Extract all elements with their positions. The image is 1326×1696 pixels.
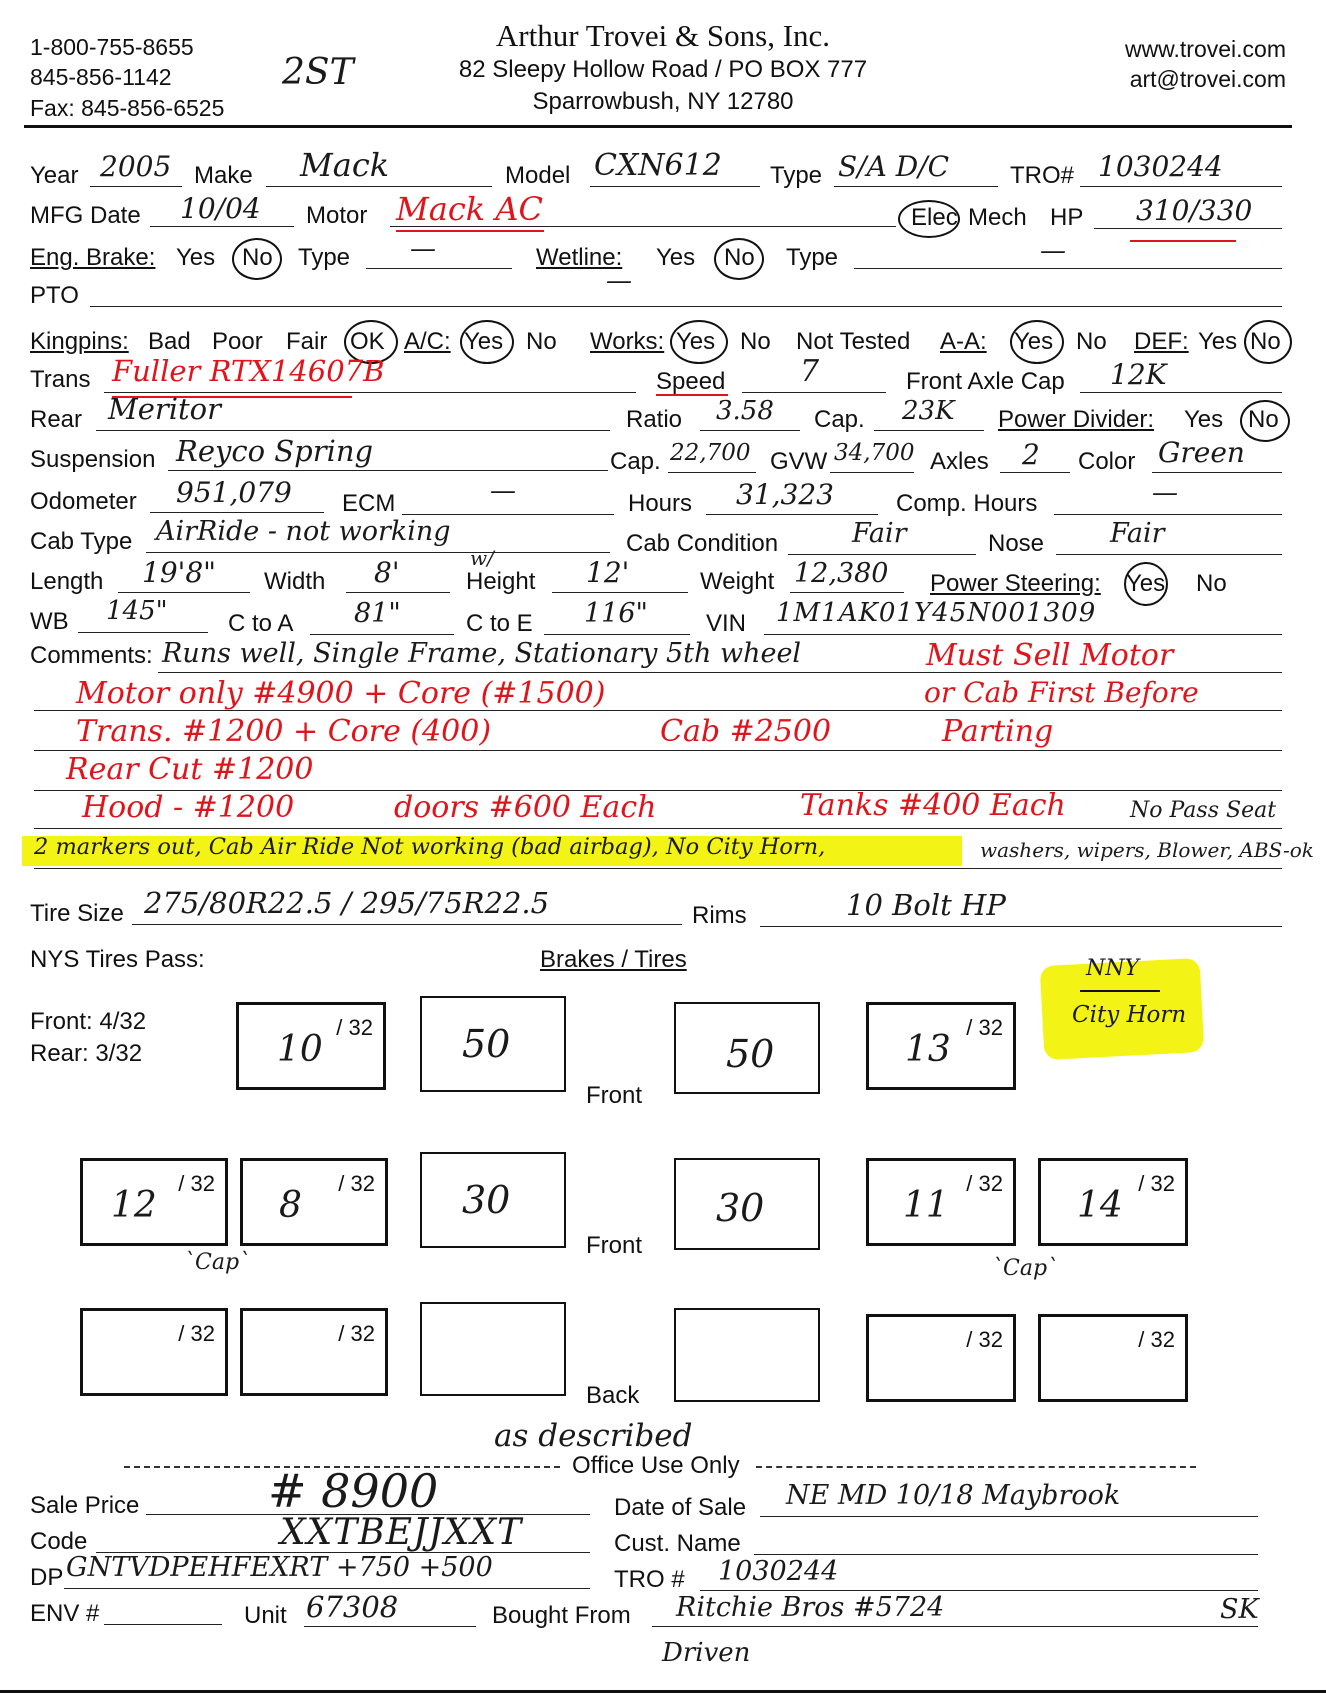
brake-box-drive-right[interactable] [674, 1158, 820, 1250]
comment-line-6b: washers, wipers, Blower, ABS-ok [980, 838, 1314, 862]
value-cab-type[interactable]: AirRide - not working [156, 516, 451, 547]
option-wetline-yes[interactable]: Yes [656, 244, 696, 271]
value-wb[interactable]: 145" [106, 596, 168, 626]
option-ac-yes[interactable]: Yes [464, 328, 504, 355]
label-cab-type: Cab Type [30, 528, 133, 555]
label-ac: A/C: [404, 328, 451, 355]
comment-line-6a: 2 markers out, Cab Air Ride Not working (bad airbag), No City Horn, [34, 834, 826, 860]
as-described-note: as described [494, 1418, 693, 1454]
label-susp-cap: Cap. [610, 448, 661, 475]
header-rule [24, 125, 1292, 128]
value-date-of-sale[interactable]: NE MD 10/18 Maybrook [786, 1480, 1121, 1511]
company-name: Arthur Trovei & Sons, Inc. [495, 18, 831, 53]
comment-line-3b: Cab #2500 [660, 714, 832, 749]
label-type: Type [770, 162, 823, 189]
brake-value: 30 [716, 1186, 765, 1230]
value-cap[interactable]: 23K [902, 396, 955, 426]
brake-value: 30 [462, 1178, 511, 1222]
company-email[interactable]: art@trovei.com [1129, 66, 1286, 92]
value-length[interactable]: 19'8" [142, 556, 217, 589]
label-eng-brake: Eng. Brake: [30, 244, 156, 271]
value-wetline-type[interactable]: — [1040, 236, 1066, 266]
option-kingpins-bad[interactable]: Bad [148, 328, 191, 355]
label-power-steering: Power Steering: [930, 570, 1101, 597]
label-dp: DP [30, 1564, 64, 1591]
cap-note-left: `Cap` [184, 1250, 251, 1275]
option-power-divider-no[interactable]: No [1248, 406, 1279, 433]
tire-box-rear-left-inner[interactable]: / 32 [240, 1308, 388, 1396]
label-vin: VIN [706, 610, 747, 637]
label-tire-size: Tire Size [30, 900, 124, 927]
label-gvw: GVW [770, 448, 828, 475]
label-height: Height [466, 568, 536, 595]
label-trans: Trans [30, 366, 91, 393]
comment-line-4: Rear Cut #1200 [66, 752, 314, 787]
value-ecm[interactable]: — [490, 476, 516, 506]
label-kingpins: Kingpins: [30, 328, 129, 355]
label-rims: Rims [692, 902, 747, 929]
label-weight: Weight [700, 568, 775, 595]
option-ac-no[interactable]: No [526, 328, 557, 355]
cap-note-right: `Cap` [992, 1256, 1059, 1281]
label-cust-name: Cust. Name [614, 1530, 741, 1557]
value-make[interactable]: Mack [300, 146, 390, 184]
label-front-axle-2: Front [586, 1232, 643, 1259]
label-front-axle-1: Front [586, 1082, 643, 1109]
label-office-use-only: Office Use Only [572, 1452, 740, 1479]
handwritten-note-2st: 2ST [282, 52, 354, 93]
label-speed: Speed [656, 368, 726, 395]
label-color: Color [1078, 448, 1136, 475]
phone-local: 845-856-1142 [30, 64, 172, 90]
label-env: ENV # [30, 1600, 100, 1627]
comment-line-5c: Tanks #400 Each [800, 788, 1066, 823]
comment-line-5b: doors #600 Each [394, 790, 657, 825]
comment-line-5d: No Pass Seat [1130, 798, 1277, 823]
value-code[interactable]: XXTBEJJXXT [280, 1512, 523, 1553]
value-speed[interactable]: 7 [800, 354, 820, 389]
label-works: Works: [590, 328, 665, 355]
label-sale-price: Sale Price [30, 1492, 140, 1519]
value-model[interactable]: CXN612 [594, 148, 722, 183]
label-length: Length [30, 568, 104, 595]
tire-box-drive-right-inner[interactable]: / 32 11 [866, 1158, 1016, 1246]
value-type[interactable]: S/A D/C [838, 150, 950, 183]
option-eng-brake-yes[interactable]: Yes [176, 244, 216, 271]
fax-number: Fax: 845-856-6525 [30, 95, 225, 121]
value-width[interactable]: 8' [374, 556, 400, 589]
value-hp[interactable]: 310/330 [1136, 194, 1253, 227]
label-front-axle-cap: Front Axle Cap [906, 368, 1065, 395]
label-brakes-tires: Brakes / Tires [540, 946, 687, 973]
value-vin[interactable]: 1M1AK01Y45N001309 [776, 598, 1097, 628]
tire-value: 12 [111, 1185, 157, 1226]
label-mfg-date: MFG Date [30, 202, 141, 229]
label-axles: Axles [930, 448, 989, 475]
value-trans[interactable]: Fuller RTX14607B [112, 354, 385, 388]
label-date-of-sale: Date of Sale [614, 1494, 747, 1521]
tire-value: 10 [277, 1029, 323, 1070]
label-c-to-e: C to E [466, 610, 533, 637]
value-weight[interactable]: 12,380 [794, 558, 889, 589]
value-hours[interactable]: 31,323 [736, 478, 834, 511]
value-sale-price[interactable]: # 8900 [268, 1464, 439, 1518]
value-tire-size[interactable]: 275/80R22.5 / 295/75R22.5 [144, 886, 550, 920]
tire-box-rear-right-inner[interactable]: / 32 [866, 1314, 1016, 1402]
value-comp-hours[interactable]: — [1152, 478, 1178, 508]
bottom-border [0, 1690, 1326, 1693]
label-hours: Hours [628, 490, 693, 517]
label-tro-hash: TRO # [614, 1566, 685, 1593]
value-bought-from[interactable]: Ritchie Bros #5724 [676, 1592, 945, 1623]
value-suspension[interactable]: Reyco Spring [176, 434, 374, 468]
value-susp-cap[interactable]: 22,700 [670, 440, 751, 466]
tire-value: 14 [1077, 1185, 1123, 1226]
tire-box-rear-right-outer[interactable]: / 32 [1038, 1314, 1188, 1402]
tire-value: 13 [905, 1029, 951, 1070]
label-ecm: ECM [342, 490, 396, 517]
label-rear: Rear [30, 406, 83, 433]
tire-box-drive-right-outer[interactable]: / 32 14 [1038, 1158, 1188, 1246]
company-address-1: 82 Sleepy Hollow Road / PO BOX 777 [458, 56, 868, 83]
label-width: Width [264, 568, 326, 595]
option-power-steering-no[interactable]: No [1196, 570, 1227, 597]
tire-box-front-left-outer[interactable]: / 32 10 [236, 1002, 386, 1090]
label-power-divider: Power Divider: [998, 406, 1155, 433]
company-address-2: Sparrowbush, NY 12780 [532, 88, 794, 115]
comment-line-2a: Motor only #4900 + Core (#1500) [76, 676, 606, 711]
brake-value: 50 [726, 1032, 775, 1076]
value-motor[interactable]: Mack AC [396, 190, 543, 228]
label-rear-requirement: Rear: 3/32 [30, 1040, 143, 1067]
label-wb: WB [30, 608, 69, 635]
value-dp[interactable]: GNTVDPEHFEXRT +750 +500 [66, 1552, 493, 1583]
value-front-axle-cap[interactable]: 12K [1110, 358, 1167, 391]
value-height[interactable]: 12' [586, 556, 630, 589]
value-office-tro[interactable]: 1030244 [718, 1556, 839, 1587]
label-ratio: Ratio [626, 406, 683, 433]
value-rear[interactable]: Meritor [108, 392, 221, 426]
value-nose[interactable]: Fair [1110, 518, 1165, 549]
label-year: Year [30, 162, 79, 189]
value-rims[interactable]: 10 Bolt HP [846, 888, 1006, 922]
tire-box-rear-left-outer[interactable]: / 32 [80, 1308, 228, 1396]
value-color[interactable]: Green [1158, 436, 1245, 469]
label-aa: A-A: [940, 328, 987, 355]
comment-line-5a: Hood - #1200 [82, 790, 295, 825]
option-aa-no[interactable]: No [1076, 328, 1107, 355]
label-pto: PTO [30, 282, 79, 309]
value-gvw[interactable]: 34,700 [834, 440, 915, 466]
value-driven-note: Driven [662, 1638, 751, 1668]
brake-box-front-left[interactable] [420, 996, 566, 1092]
value-tro[interactable]: 1030244 [1098, 150, 1223, 183]
option-def-yes[interactable]: Yes [1198, 328, 1238, 355]
label-comments: Comments: [30, 642, 153, 669]
value-c-to-a[interactable]: 81" [354, 598, 401, 629]
label-model: Model [505, 162, 571, 189]
tire-box-drive-left-inner[interactable]: / 32 8 [240, 1158, 388, 1246]
option-kingpins-fair[interactable]: Fair [286, 328, 328, 355]
option-power-divider-yes[interactable]: Yes [1184, 406, 1224, 433]
option-works-no[interactable]: No [740, 328, 771, 355]
value-axles[interactable]: 2 [1022, 438, 1040, 471]
label-bought-from: Bought From [492, 1602, 631, 1629]
label-eng-brake-type: Type [298, 244, 351, 271]
option-kingpins-ok[interactable]: OK [350, 328, 385, 355]
label-hp: HP [1050, 204, 1084, 231]
company-website[interactable]: www.trovei.com [1124, 36, 1286, 62]
label-comp-hours: Comp. Hours [896, 490, 1038, 517]
brake-value: 50 [462, 1022, 511, 1066]
comment-line-2c: or Cab First Before [924, 676, 1199, 709]
note-nny: NNY [1086, 956, 1140, 981]
label-cap: Cap. [814, 406, 865, 433]
value-year[interactable]: 2005 [100, 150, 172, 183]
label-front-requirement: Front: 4/32 [30, 1008, 147, 1035]
option-works-not-tested[interactable]: Not Tested [796, 328, 911, 355]
option-works-yes[interactable]: Yes [676, 328, 716, 355]
option-elec[interactable]: Elec [911, 204, 958, 231]
option-mech[interactable]: Mech [968, 204, 1027, 231]
value-ratio[interactable]: 3.58 [716, 396, 774, 426]
label-tro: TRO# [1010, 162, 1075, 189]
brake-box-front-right[interactable] [674, 1002, 820, 1094]
value-c-to-e[interactable]: 116" [584, 598, 648, 629]
value-pto[interactable]: — [606, 266, 632, 296]
brake-box-rear-left[interactable] [420, 1302, 566, 1396]
label-odometer: Odometer [30, 488, 137, 515]
label-back-axle: Back [586, 1382, 640, 1409]
tire-box-front-right-outer[interactable]: / 32 13 [866, 1002, 1016, 1090]
option-def-no[interactable]: No [1250, 328, 1281, 355]
phone-tollfree: 1-800-755-8655 [30, 34, 194, 60]
label-suspension: Suspension [30, 446, 156, 473]
label-make: Make [194, 162, 253, 189]
label-wetline-type: Type [786, 244, 839, 271]
value-initials: SK [1220, 1594, 1259, 1625]
brake-box-drive-left[interactable] [420, 1152, 566, 1248]
value-cab-condition[interactable]: Fair [852, 518, 907, 549]
label-wetline: Wetline: [536, 244, 623, 271]
comment-line-2b: Must Sell Motor [926, 638, 1174, 673]
label-cab-condition: Cab Condition [626, 530, 779, 557]
option-kingpins-poor[interactable]: Poor [212, 328, 263, 355]
option-power-steering-yes[interactable]: Yes [1126, 570, 1166, 597]
value-unit[interactable]: 67308 [306, 1590, 399, 1624]
option-wetline-no[interactable]: No [724, 244, 755, 271]
option-eng-brake-no[interactable]: No [242, 244, 273, 271]
brake-box-rear-right[interactable] [674, 1308, 820, 1402]
value-odometer[interactable]: 951,079 [176, 476, 292, 509]
label-unit: Unit [244, 1602, 287, 1629]
value-cab-type-w: w/ [470, 546, 494, 570]
comment-line-3a: Trans. #1200 + Core (400) [76, 714, 492, 749]
label-def: DEF: [1134, 328, 1189, 355]
option-aa-yes[interactable]: Yes [1014, 328, 1054, 355]
label-nys-tires-pass: NYS Tires Pass: [30, 946, 205, 973]
label-code: Code [30, 1528, 88, 1555]
label-c-to-a: C to A [228, 610, 294, 637]
note-city-horn: City Horn [1072, 1002, 1187, 1028]
comment-line-3c: Parting [942, 714, 1054, 749]
value-mfg-date[interactable]: 10/04 [180, 192, 261, 225]
comment-line-1: Runs well, Single Frame, Stationary 5th wheel [162, 638, 802, 669]
label-motor: Motor [306, 202, 368, 229]
value-eng-brake-type[interactable]: — [410, 234, 436, 264]
tire-value: 11 [903, 1185, 949, 1226]
tire-value: 8 [279, 1185, 302, 1226]
tire-box-drive-left-outer[interactable]: / 32 12 [80, 1158, 228, 1246]
label-nose: Nose [988, 530, 1045, 557]
